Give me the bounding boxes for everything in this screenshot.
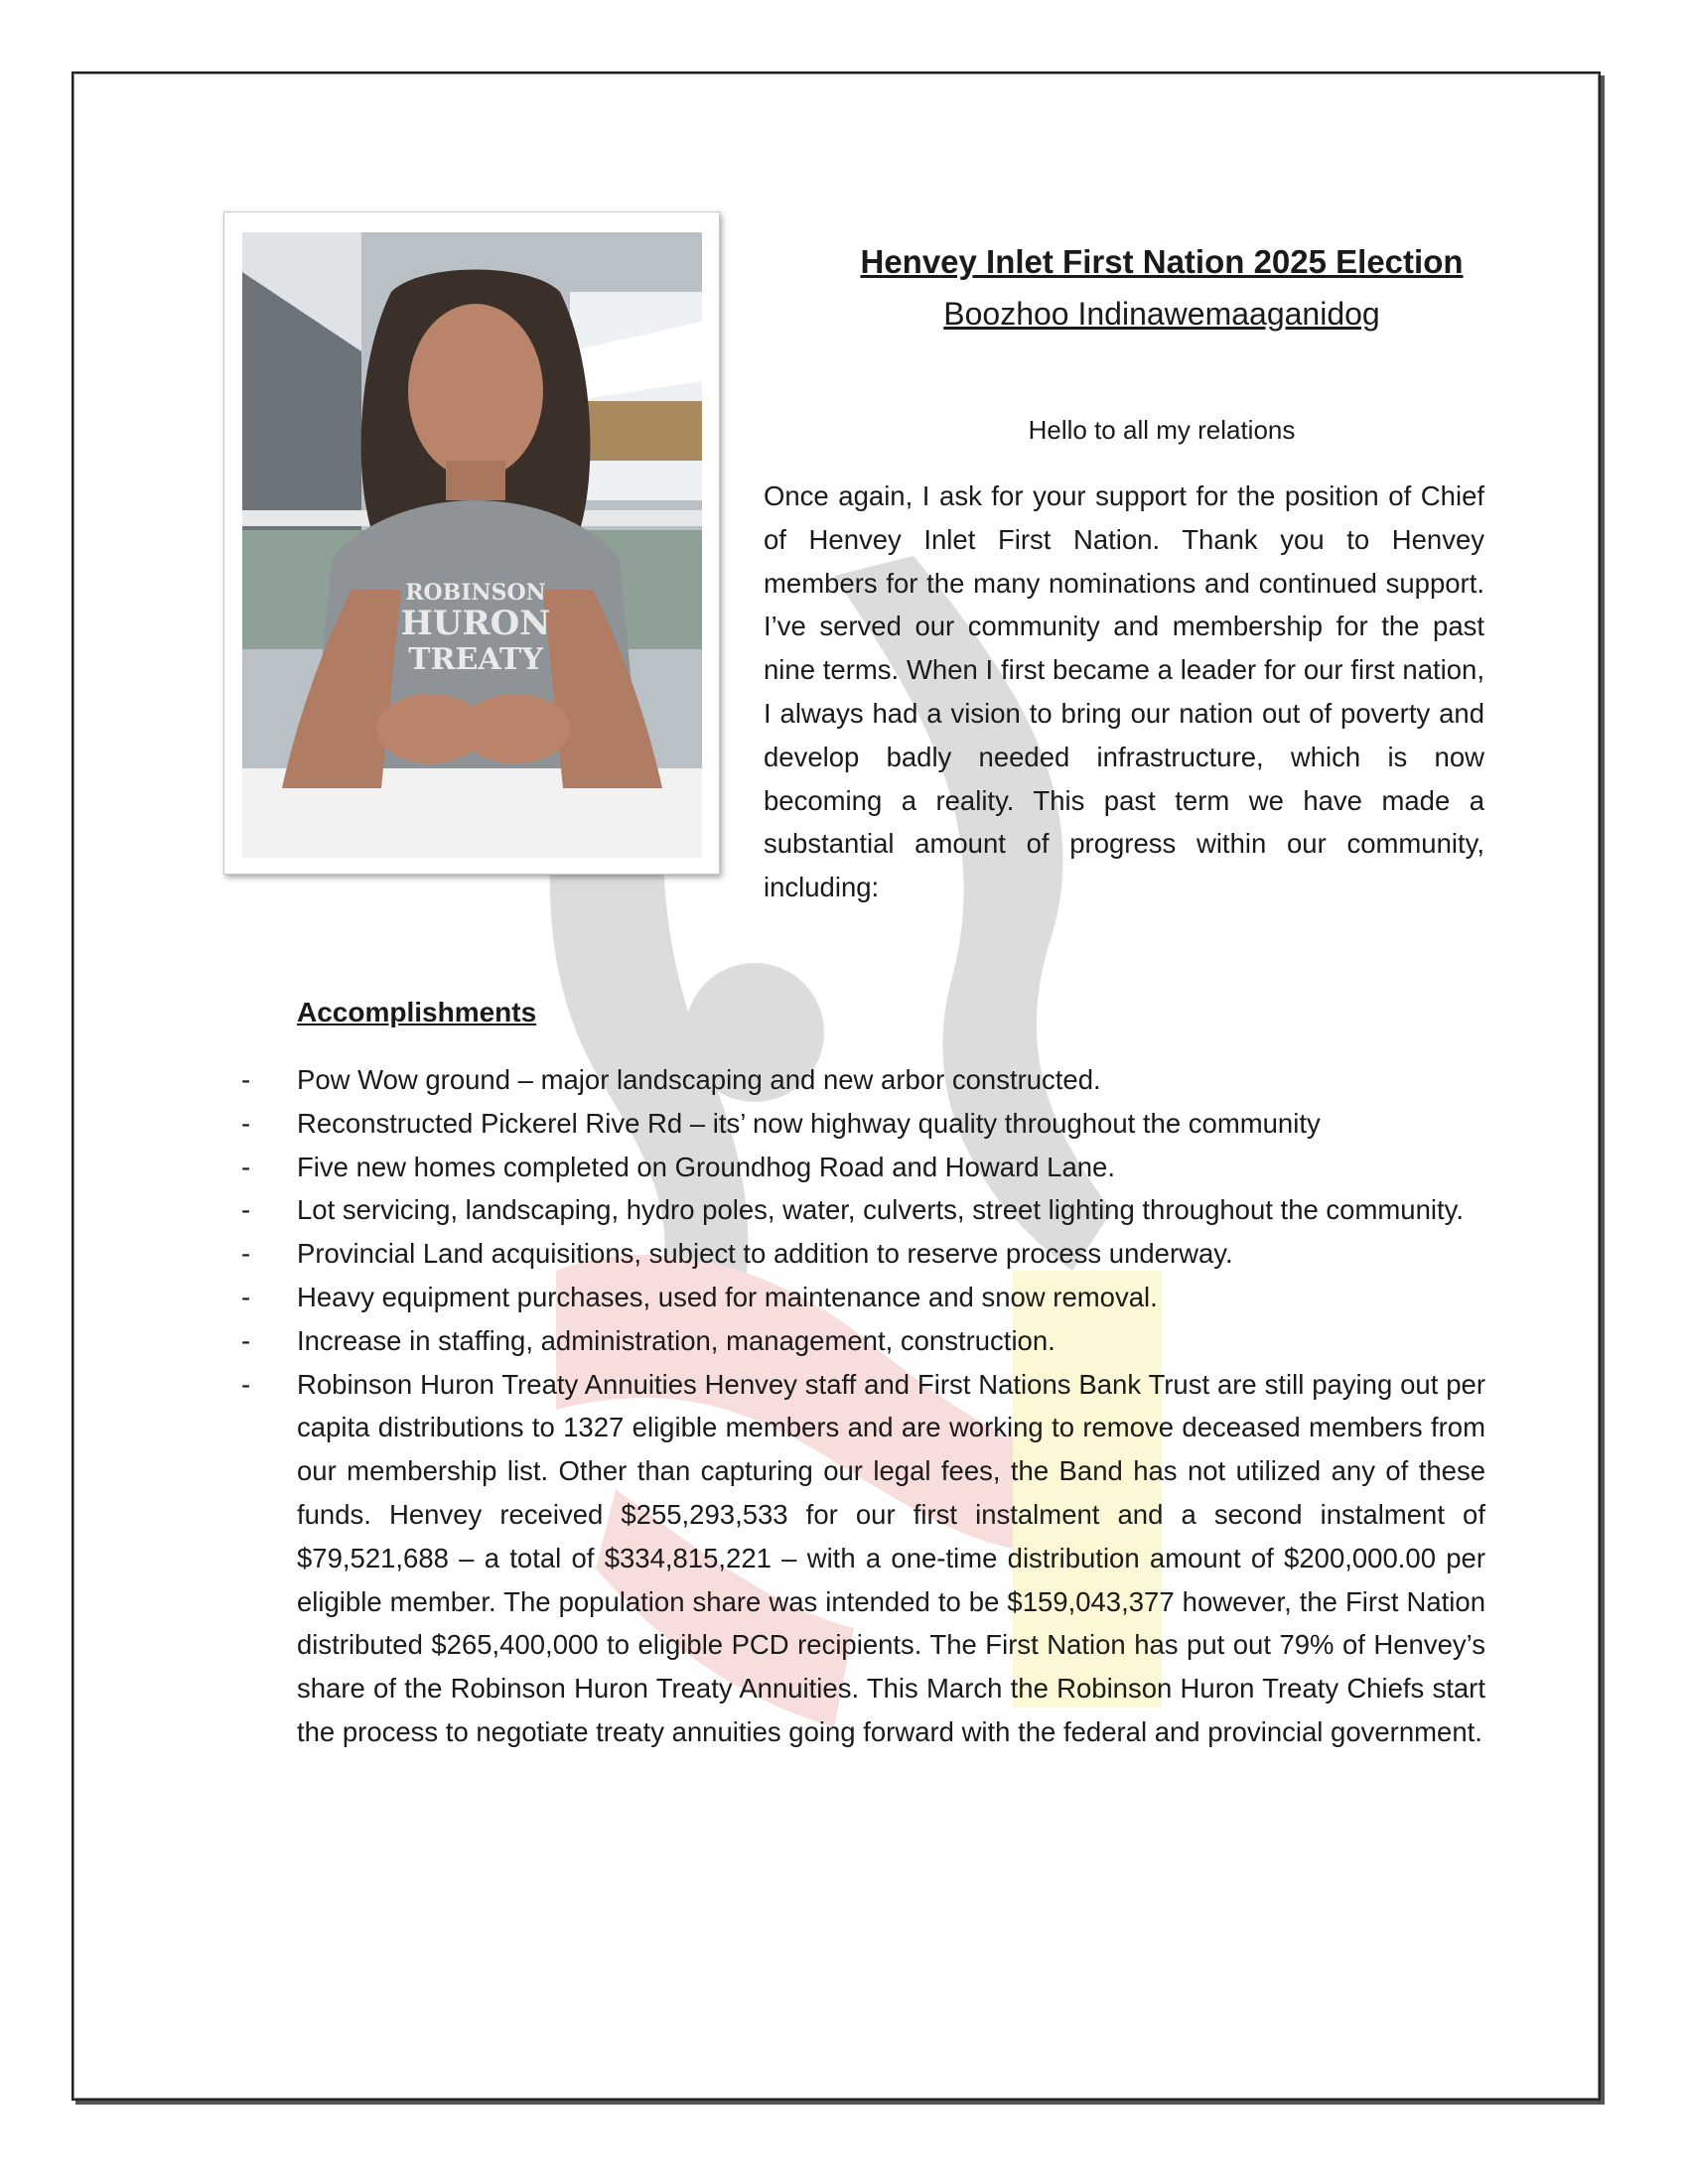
list-item-text: Reconstructed Pickerel Rive Rd – its’ now highway quality throughout the community — [297, 1107, 1321, 1139]
list-item — [241, 1232, 1485, 1276]
list-item — [241, 1363, 1485, 1754]
intro-paragraph: Once again, I ask for your support for the position of Chief of Henvey Inlet First Nation. Thank you to Henvey members for the many nominations and continued support. I’ve served our community and membership for the past nine terms. When I first became a leader for our first nation, I always had a vision to bring our nation out of poverty and develop badly needed infrastructure, which is now becoming a reality. This past term we have made a substantial amount of progress within our community, including: — [764, 480, 1484, 903]
bullet-dash: - — [241, 1064, 251, 1095]
shirt-text-treaty: TREATY — [408, 642, 543, 677]
greeting: Hello to all my relations — [1028, 415, 1296, 445]
accomplishments-list — [241, 1058, 1485, 1754]
list-item — [241, 1102, 1485, 1146]
list-item-text: Lot servicing, landscaping, hydro poles, water, culverts, street lighting throughout the community. — [297, 1194, 1464, 1226]
accomplishments-heading: Accomplishments — [297, 997, 537, 1027]
list-item — [241, 1319, 1485, 1363]
bullet-dash: - — [241, 1368, 251, 1400]
list-item-text: Heavy equipment purchases, used for maintenance and snow removal. — [297, 1281, 1158, 1312]
page-title: Henvey Inlet First Nation 2025 Election — [860, 243, 1464, 280]
list-item — [241, 1276, 1485, 1319]
candidate-portrait-illustration — [242, 232, 702, 858]
list-item-text: Five new homes completed on Groundhog Road and Howard Lane. — [297, 1151, 1115, 1182]
candidate-photo — [223, 211, 720, 875]
list-item-text: Robinson Huron Treaty Annuities Henvey staff and First Nations Bank Trust are still paying out per capita distributions to 1327 eligible members and are working to remove deceased members from our membership list. Other than capturing our legal fees, the Band has not utilized any of these funds. Henvey received $255,293,533 for our first instalment and a second instalment of $79,521,688 – a total of $334,815,221 – with a one-time distribution amount of $200,000.00 per eligible member. The population share was intended to be $159,043,377 however, the First Nation distributed $265,400,000 to eligible PCD recipients. The First Nation has put out 79% of Henvey’s share of the Robinson Huron Treaty Annuities. This March the Robinson Huron Treaty Chiefs start the process to negotiate treaty annuities going forward with the federal and provincial government. — [297, 1368, 1485, 1747]
shirt-text-robinson: ROBINSON — [405, 580, 546, 606]
page-subtitle: Boozhoo Indinawemaaganidog — [943, 296, 1380, 332]
bullet-dash: - — [241, 1194, 251, 1226]
list-item-text: Increase in staffing, administration, management, construction. — [297, 1324, 1055, 1356]
list-item — [241, 1058, 1485, 1102]
shirt-text-huron: HURON — [400, 604, 551, 643]
list-item — [241, 1146, 1485, 1189]
list-item-text: Provincial Land acquisitions, subject to addition to reserve process underway. — [297, 1238, 1233, 1270]
bullet-dash: - — [241, 1324, 251, 1356]
list-item — [241, 1188, 1485, 1232]
bullet-dash: - — [241, 1151, 251, 1182]
bullet-dash: - — [241, 1238, 251, 1270]
bullet-dash: - — [241, 1107, 251, 1139]
list-item-text: Pow Wow ground – major landscaping and new arbor constructed. — [297, 1064, 1101, 1095]
bullet-dash: - — [241, 1281, 251, 1312]
